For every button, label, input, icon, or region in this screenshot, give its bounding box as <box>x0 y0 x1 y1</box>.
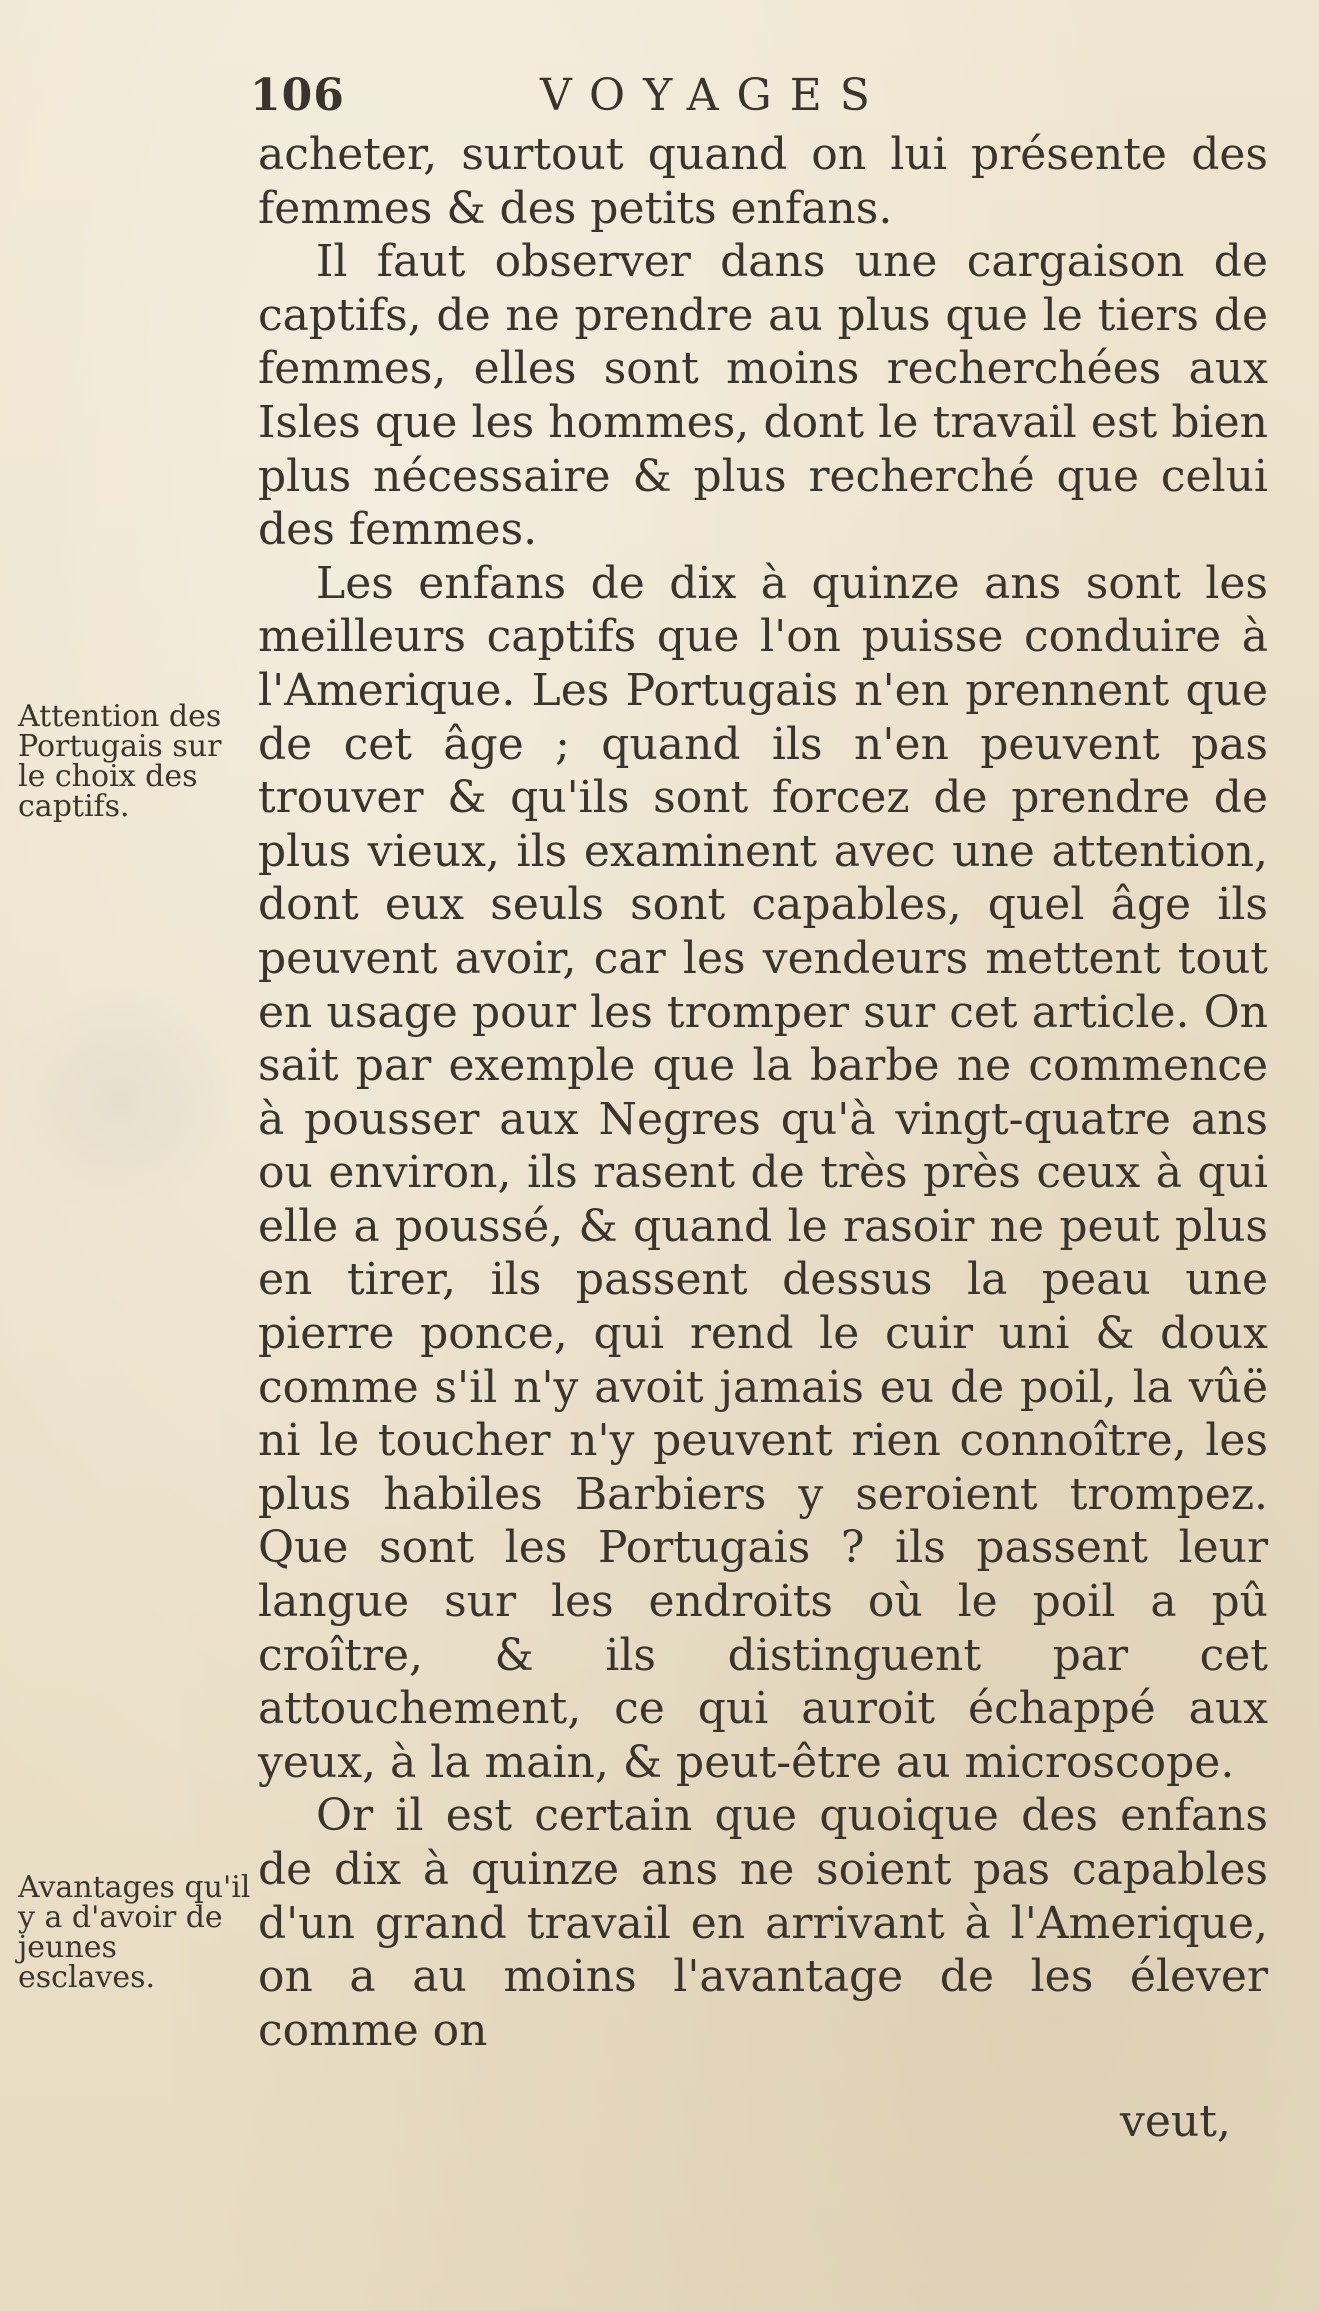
running-title: VOYAGES <box>540 70 888 121</box>
catchword: veut, <box>1120 2096 1231 2147</box>
paper-stain <box>0 980 240 1220</box>
paragraph: Or il est certain que quoique des enfans de dix à quinze ans ne soient pas capables d'un grand travail en arrivant à l'Amerique, on a au moins l'avantage de les élever comme on <box>258 1790 1268 2056</box>
paragraph-continued: acheter, surtout quand on lui présente des femmes & des petits enfans. <box>258 129 1268 234</box>
margin-note-avantages: Avantages qu'il y a d'avoir de jeunes esclaves. <box>18 1870 251 1995</box>
running-head <box>250 70 1270 130</box>
paragraph: Les enfans de dix à quinze ans sont les meilleurs captifs que l'on puisse conduire à l'Amerique. Les Portugais n'en prennent que de cet âge ; quand ils n'en peuvent pas trouver & qu'ils sont forcez de prendre de plus vieux, ils examinent avec une attention, dont eux seuls sont capables, quel âge ils peuvent avoir, car les vendeurs mettent tout en usage pour les tromper sur cet article. On sait par exemple que la barbe ne commence à pousser aux Negres qu'à vingt-quatre ans ou environ, ils rasent de très près ceux à qui elle a poussé, & quand le rasoir ne peut plus en tirer, ils passent dessus la peau une pierre ponce, qui rend le cuir uni & doux comme s'il n'y avoit jamais eu de poil, la vûë ni le toucher n'y peuvent rien connoître, les plus habiles Barbiers y seroient trompez. Que sont les Portugais ? ils passent leur langue sur les endroits où le poil a pû croître, & ils distinguent par cet attouchement, ce qui auroit échappé aux yeux, à la main, & peut-être au microscope. <box>258 557 1268 1788</box>
margin-note-attention: Attention des Portugais sur le choix des captifs. <box>18 699 222 824</box>
body-text <box>258 128 1268 2057</box>
page-number: 106 <box>250 70 345 121</box>
paragraph: Il faut observer dans une cargaison de captifs, de ne prendre au plus que le tiers de femmes, elles sont moins recherchées aux Isles que les hommes, dont le travail est bien plus nécessaire & plus recherché que celui des femmes. <box>258 236 1268 556</box>
